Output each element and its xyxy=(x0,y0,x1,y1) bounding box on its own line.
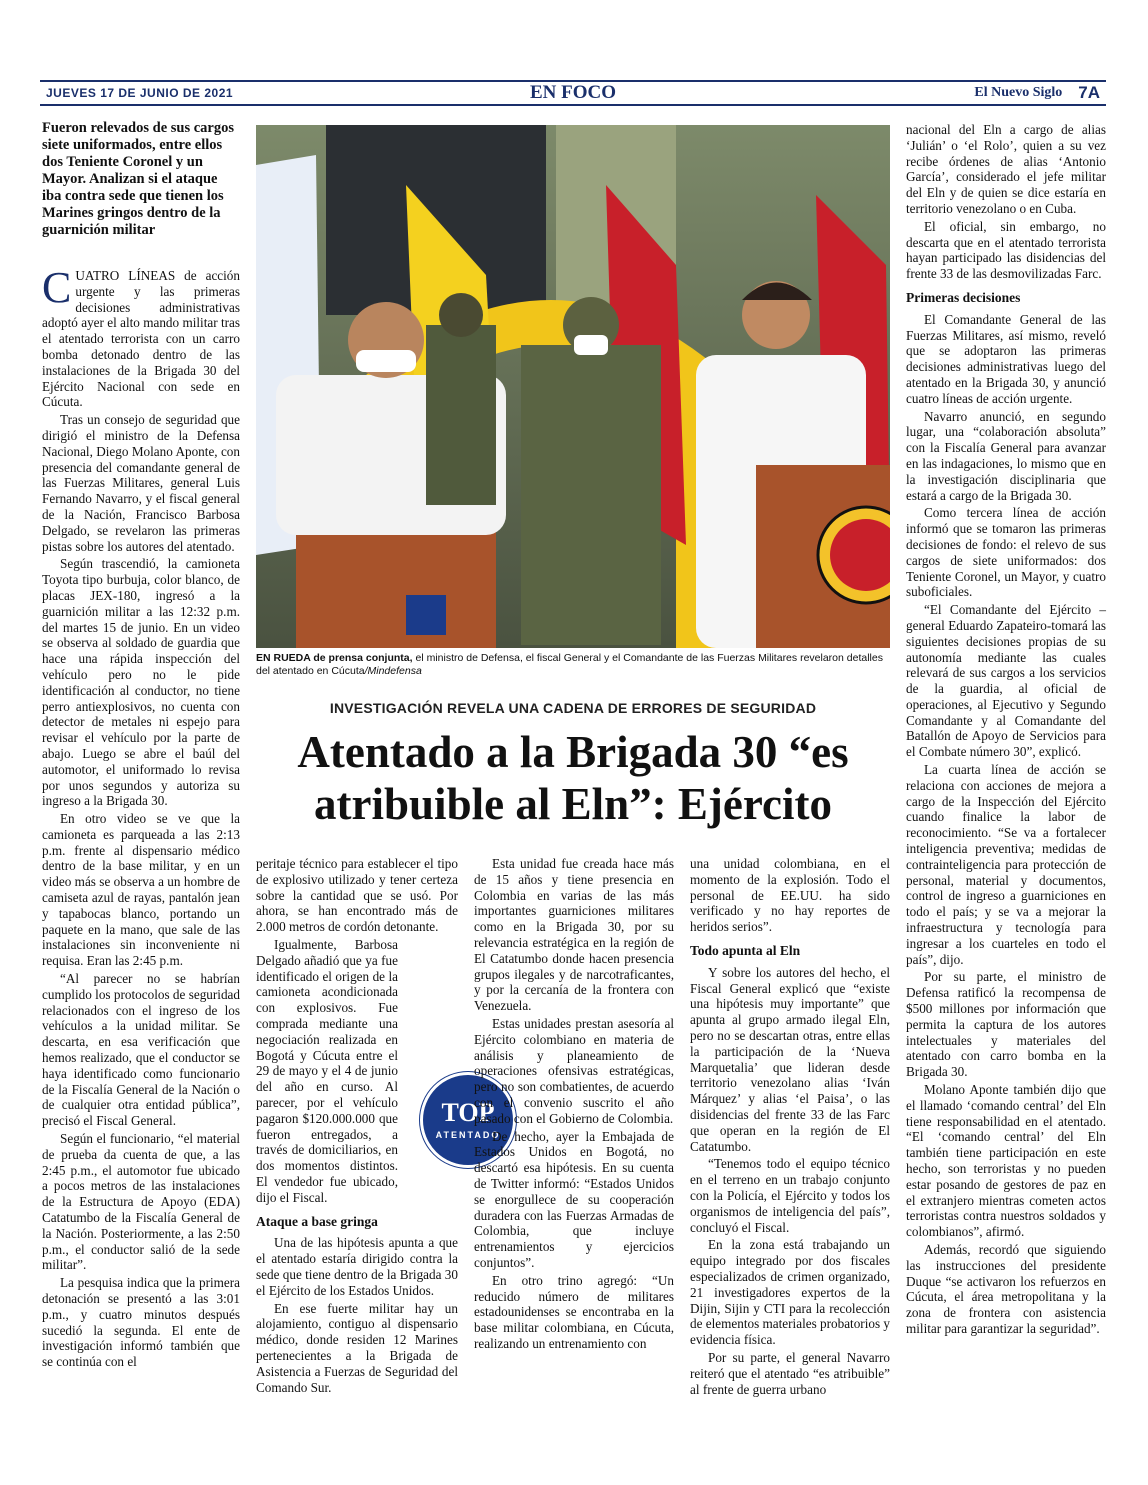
column-3 xyxy=(474,856,674,1354)
press-conference-photo xyxy=(256,125,890,648)
paragraph: En otro video se ve que la camioneta es parqueada a las 2:13 p.m. frente al dispensario médico dentro de la base militar, y en un video más se observa a un hombre de camiseta azul de rayas, pantalón jean y tapabocas blanco, portando un paquete en la mano, que sale de las instalaciones sin inconveniente ni requisa. Eran las 2:45 p.m. xyxy=(42,811,240,969)
caption-lead: EN RUEDA de prensa conjunta, xyxy=(256,652,413,664)
paragraph: En ese fuerte militar hay un alojamiento, contiguo al dispensario médico, donde residen 12 Marines pertenecientes a la Brigada de Asistencia a Fuerzas de Seguridad del Comando Sur. xyxy=(256,1300,458,1395)
paragraph: Además, recordó que siguiendo las instrucciones del presidente Duque “se activaron los refuerzos en Cúcuta, el área metropolitana y la zona de frontera con asistencia militar para garantizar la seguridad”. xyxy=(906,1241,1106,1336)
paragraph: En otro trino agregó: “Un reducido número de militares estadounidenses se encontraba en la base militar colombiana, en Cúcuta, realizando un entrenamiento con xyxy=(474,1272,674,1351)
paragraph: De hecho, ayer la Embajada de Estados Unidos en Bogotá, no descartó esa hipótesis. En su cuenta de Twitter informó: “Estados Unidos se enorgullece de su cooperación duradera con las Fuerzas Armadas de Colombia, que incluye entrenamientos y ejercicios conjuntos”. xyxy=(474,1128,674,1270)
subheading: Ataque a base gringa xyxy=(256,1213,378,1229)
photo-caption xyxy=(256,652,890,678)
paragraph: “Tenemos todo el equipo técnico en el terreno en un trabajo conjunto con la Policía, el Ejército y todos los organismos de inteligencia del país”, concluyó el Fiscal. xyxy=(690,1156,890,1235)
paragraph: Y sobre los autores del hecho, el Fiscal General explicó que “existe una hipótesis muy importante” que apunta al grupo armado ilegal Eln, pero no se descartan otras, entre ellas la participación de la ‘Nueva Marquetalia’ que lideran desde territorio venezolano alias ‘Iván Márquez’ y alias ‘el Paisa’, o las disidencias del frente 33 de las Farc que operan en la región de El Catatumbo. xyxy=(690,964,890,1154)
section-title: EN FOCO xyxy=(529,82,617,103)
paragraph: nacional del Eln a cargo de alias ‘Julián’ o ‘el Rolo’, quien a su vez recibe órdenes de alias ‘Antonio García’, considerado el jefe militar del Eln y de quien se dice estaría en territorio venezolano o en Cuba. xyxy=(906,122,1106,216)
paragraph: Estas unidades prestan asesoría al Ejército colombiano en materia de análisis y planeamiento de operaciones ofensivas estratégicas, pero no son combatientes, de acuerdo con el convenio suscrito el año pasado con el Gobierno de Colombia. xyxy=(474,1015,674,1126)
header-right xyxy=(974,83,1100,103)
subheading: Primeras decisiones xyxy=(906,289,1021,305)
paragraph: Una de las hipótesis apunta a que el atentado estaría dirigido contra la sede que tiene dentro de la Brigada 30 el Ejército de los Estados Unidos. xyxy=(256,1235,458,1298)
paragraph: “El Comandante del Ejército – general Eduardo Zapateiro-tomará las siguientes decisiones propias de su autonomía mediante las cuales relevará de sus cargos a los servicios de la guardia, al oficial de operaciones, al Ejecutivo y Segundo Comandante y al Comandante del Batallón de Apoyo de Servicios para el Combate número 30”, explicó. xyxy=(906,602,1106,760)
paragraph: Como tercera línea de acción informó que se tomaron las primeras decisiones de fondo: el relevo de sus cargos de siete uniformados: dos Teniente Coronel, un Mayor, y cuatro suboficiales. xyxy=(906,505,1106,600)
page-header xyxy=(40,80,1106,106)
column-5 xyxy=(906,122,1106,1339)
drop-cap: C xyxy=(42,263,72,312)
paragraph: Navarro anunció, en segundo lugar, una “colaboración absoluta” con la Fiscalía General para avanzar en las indagaciones, lo mismo que en la investigación disciplinaria que estará a cargo de la Brigada 30. xyxy=(906,408,1106,503)
issue-date: JUEVES 17 DE JUNIO DE 2021 xyxy=(46,86,234,100)
paragraph: Igualmente, Barbosa Delgado añadió que ya fue identificado el origen de la camioneta acondicionada con explosivos. Fue comprada mediante una negociación realizada en Bogotá y Cúcuta entre el 29 de mayo y el 4 de junio del año en curso. Al parecer, por el vehículo pagaron $120.000.000 que fueron entregados, a través de domiciliarios, en dos momentos distintos. El vendedor fue ubicado, dijo el Fiscal. xyxy=(256,936,398,1205)
photo-illustration xyxy=(256,125,890,648)
column-4 xyxy=(690,856,890,1399)
paragraph: Por su parte, el ministro de Defensa ratificó la recompensa de $500 millones por información que permita la captura de los autores intelectuales y materiales del atentado con carro bomba en la Brigada 30. xyxy=(906,969,1106,1080)
paragraph: El oficial, sin embargo, no descarta que en el atentado terrorista hayan participado las disidencias del frente 33 de las desmovilizadas Farc. xyxy=(906,218,1106,282)
paragraph: En la zona está trabajando un equipo integrado por dos fiscales especializados de crimen organizado, 21 investigadores expertos de la Dijin, Sijin y CTI para la recolección de elementos materiales probatorios y evidencia física. xyxy=(690,1237,890,1348)
paragraph: Tras un consejo de seguridad que dirigió el ministro de la Defensa Nacional, Diego Molano Aponte, con presencia del comandante general de las Fuerzas Militares, general Luis Fernando Navarro, y el fiscal general de la Nación, Francisco Barbosa Delgado, se revelaron las primeras pistas sobre los autores del atentado. xyxy=(42,412,240,554)
article-summary: Fueron relevados de sus cargos siete uniformados, entre ellos dos Teniente Coronel y un Mayor. Analizan si el ataque iba contra sede que tienen los Marines gringos dentro de la guarnición militar xyxy=(42,120,234,238)
caption-text: el ministro de Defensa, el fiscal General y el Comandante de las Fuerzas Militares revelaron detalles del atentado en Cúcuta xyxy=(256,652,883,677)
badge-bottom: ATENTADO xyxy=(435,1130,501,1140)
badge-top: TOP xyxy=(441,1098,495,1127)
paragraph: La pesquisa indica que la primera detonación se presentó a las 3:01 p.m., y cuatro minutos después sucedió la segunda. El ente de investigación informó también que se continúa con el xyxy=(42,1275,240,1370)
paragraph: Según trascendió, la camioneta Toyota tipo burbuja, color blanco, de placas JEX-180, ingresó a la guarnición militar a las 12:32 p.m. del martes 15 de junio. En un video se observa al soldado de guardia que hace una rápida inspección del vehículo pero no le pide identificación al conductor, no tiene perro antiexplosivos, no cuenta con detector de metales ni espejo para revisar el vehículo por la parte de abajo. Luego se abre el baúl del automotor, el uniformado lo revisa por unos segundos y autoriza su ingreso a la Brigada 30. xyxy=(42,556,240,809)
newspaper-name: El Nuevo Siglo xyxy=(974,85,1063,100)
paragraph: “Al parecer no se habrían cumplido los protocolos de seguridad relacionados con el ingreso de los vehículos a la unidad militar. Se descarta, en esa verificación que hemos realizado, que el conductor se haya identificado como funcionario de la Fiscalía General de la Nación o de cualquier otra entidad pública”, precisó el Fiscal General. xyxy=(42,971,240,1129)
kicker: INVESTIGACIÓN REVELA UNA CADENA DE ERRORES DE SEGURIDAD xyxy=(329,700,817,716)
paragraph: Por su parte, el general Navarro reiteró que el atentado “es atribuible” al frente de guerra urbano xyxy=(690,1349,890,1397)
paragraph: Molano Aponte también dijo que el llamado ‘comando central’ del Eln tiene responsabilidad en el atentado. “El ‘comando central’ del Eln también tiene participación en este hecho, son terroristas y no pueden estar posando de gestores de paz en el extranjero mientras cometen actos terroristas contra nuestros soldados y colombianos”, afirmó. xyxy=(906,1082,1106,1240)
paragraph: una unidad colombiana, en el momento de la explosión. Todo el personal de EE.UU. ha sido verificado y no hay reportes de heridos serios”. xyxy=(690,856,890,935)
paragraph: La cuarta línea de acción se relaciona con acciones de mejora a cargo de la Inspección del Ejército cuando finalice la labor de reconocimiento. “Se va a fortalecer inteligencia preventiva; medidas de contrainteligencia para protección de personal, material y documentos, control de ingreso a guarniciones en todo el país; y se va a mejorar la infraestructura y tecnología para ingresar a los cuarteles en todo el país”, dijo. xyxy=(906,762,1106,967)
column-1 xyxy=(42,263,240,1372)
caption-credit: /Mindefensa xyxy=(364,665,422,677)
lead-paragraph: CUATRO LÍNEAS de acción urgente y las primeras decisiones administrativas adoptó ayer el alto mando militar tras el atentado terrorista con un carro bomba detonado dentro de las instalaciones de la Brigada 30 del Ejército Nacional con sede en Cúcuta. xyxy=(42,263,240,410)
paragraph: El Comandante General de las Fuerzas Militares, así mismo, reveló que se adoptaron las primeras decisiones administrativas luego del atentado en la Brigada 30, y anunció cuatro líneas de acción urgente. xyxy=(906,311,1106,406)
subheading: Todo apunta al Eln xyxy=(690,942,801,958)
paragraph: peritaje técnico para establecer el tipo de explosivo utilizado y tener certeza sobre la cantidad que se usó. Por ahora, se han encontrado más de 2.000 metros de cordón detonante. xyxy=(256,856,458,935)
paragraph: Según el funcionario, “el material de prueba da cuenta de que, a las 2:45 p.m., el automotor fue ubicado a pocos metros de las instalaciones de la Estructura de Apoyo (EDA) Catatumbo de la Fiscalía General de la Nación. Posteriormente, a las 2:50 p.m., el conductor salió de la sede militar”. xyxy=(42,1131,240,1273)
headline: Atentado a la Brigada 30 “es atribuible al Eln”: Ejército xyxy=(297,727,849,829)
paragraph: Esta unidad fue creada hace más de 15 años y tiene presencia en Colombia en varias de las más importantes guarniciones militares como en la Brigada 30, por su relevancia estratégica en la región de El Catatumbo donde hacen presencia grupos ilegales y de narcotraficantes, y por la cercanía de la frontera con Venezuela. xyxy=(474,856,674,1014)
page-number: 7A xyxy=(1078,83,1100,102)
